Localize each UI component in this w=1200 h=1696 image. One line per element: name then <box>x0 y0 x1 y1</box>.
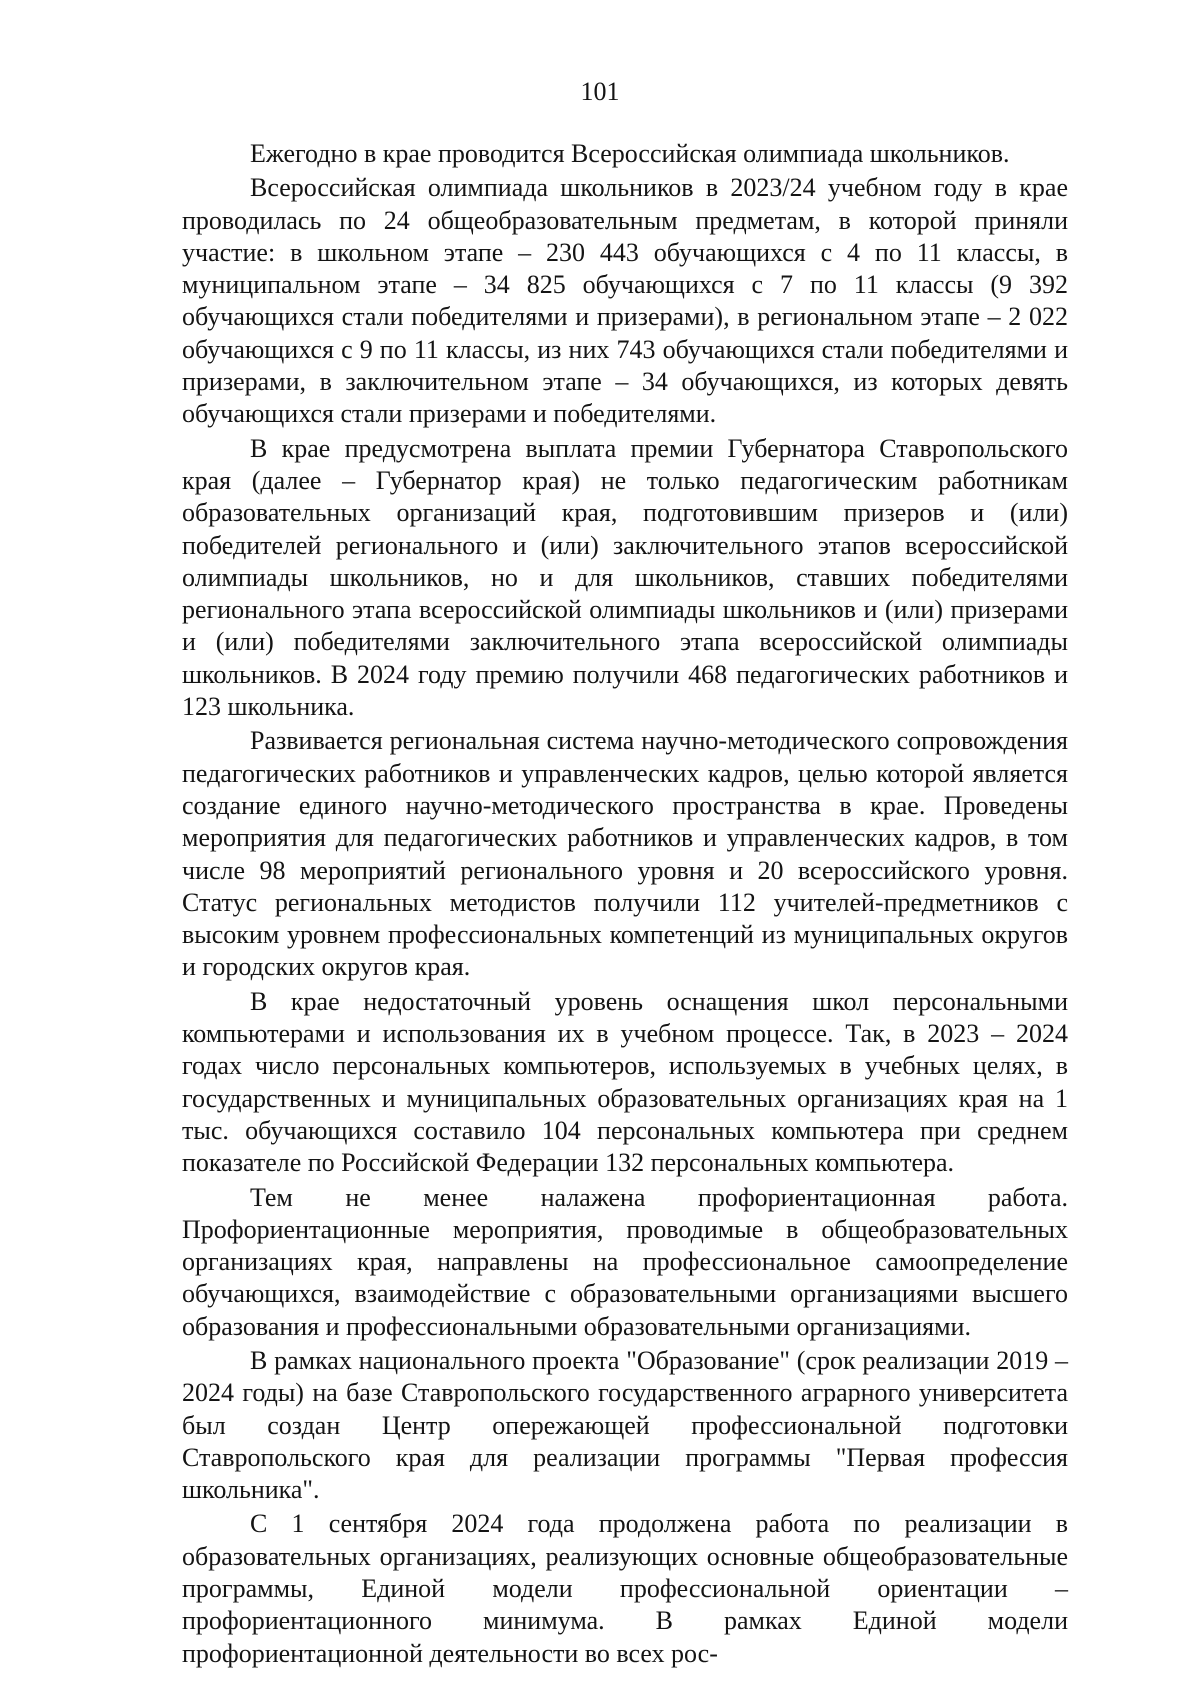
paragraph-governor-prize: В крае предусмотрена выплата премии Губернатора Ставропольского края (далее – Губернатор края) не только педагогическим работникам образовательных организаций края, подготовившим призеров и (или) победителей регионального и (или) заключительного этапов всероссийской олимпиады школьников, но и для школьников, ставших победителями регионального этапа всероссийской олимпиады школьников и (или) призерами и (или) победителями заключительного этапа всероссийской олимпиады школьников. В 2024 году премию получили 468 педагогических работников и 123 школьника. <box>182 433 1068 722</box>
paragraph-computers: В крае недостаточный уровень оснащения школ персональными компьютерами и использования их в учебном процессе. Так, в 2023 – 2024 годах число персональных компьютеров, используемых в учебных целях, в государственных и муниципальных образовательных организациях края на 1 тыс. обучающихся составило 104 персональных компьютера при среднем показателе по Российской Федерации 132 персональных компьютера. <box>182 986 1068 1178</box>
paragraph-career-guidance: Тем не менее налажена профориентационная работа. Профориентационные мероприятия, проводимые в общеобразовательных организациях края, направлены на профессиональное самоопределение обучающихся, взаимодействие с образовательными организациями высшего образования и профессиональными образовательными организациями. <box>182 1182 1068 1341</box>
paragraph-olympiad-stats: Всероссийская олимпиада школьников в 2023/24 учебном году в крае проводилась по 24 общеобразовательным предметам, в которой приняли участие: в школьном этапе – 230 443 обучающихся с 4 по 11 классы, в муниципальном этапе – 34 825 обучающихся с 7 по 11 классы (9 392 обучающихся стали победителями и призерами), в региональном этапе – 2 022 обучающихся с 9 по 11 классы, из них 743 обучающихся стали победителями и призерами, в заключительном этапе – 34 обучающихся, из которых девять обучающихся стали призерами и победителями. <box>182 173 1068 429</box>
paragraph-methodical-support: Развивается региональная система научно-методического сопровождения педагогических работников и управленческих кадров, целью которой является создание единого научно-методического пространства в крае. Проведены мероприятия для педагогических работников и управленческих кадров, в том числе 98 мероприятий регионального уровня и 20 всероссийского уровня. Статус региональных методистов получили 112 учителей-предметников с высоким уровнем профессиональных компетенций из муниципальных округов и городских округов края. <box>182 726 1068 982</box>
paragraph-unified-model: С 1 сентября 2024 года продолжена работа по реализации в образовательных организациях, реализующих основные общеобразовательные программы, Единой модели профессиональной ориентации – профориентационного минимума. В рамках Единой модели профориентационной деятельности во всех рос- <box>182 1509 1068 1668</box>
paragraph-olympiad-intro: Ежегодно в крае проводится Всероссийская олимпиада школьников. <box>250 139 1010 168</box>
paragraph-national-project: В рамках национального проекта "Образование" (срок реализации 2019 – 2024 годы) на базе Ставропольского государственного аграрного университета был создан Центр опережающей профессиональной подготовки Ставропольского края для реализации программы "Первая профессия школьника". <box>182 1345 1068 1505</box>
body-text <box>182 138 1068 1670</box>
page-number: 101 <box>580 77 620 106</box>
